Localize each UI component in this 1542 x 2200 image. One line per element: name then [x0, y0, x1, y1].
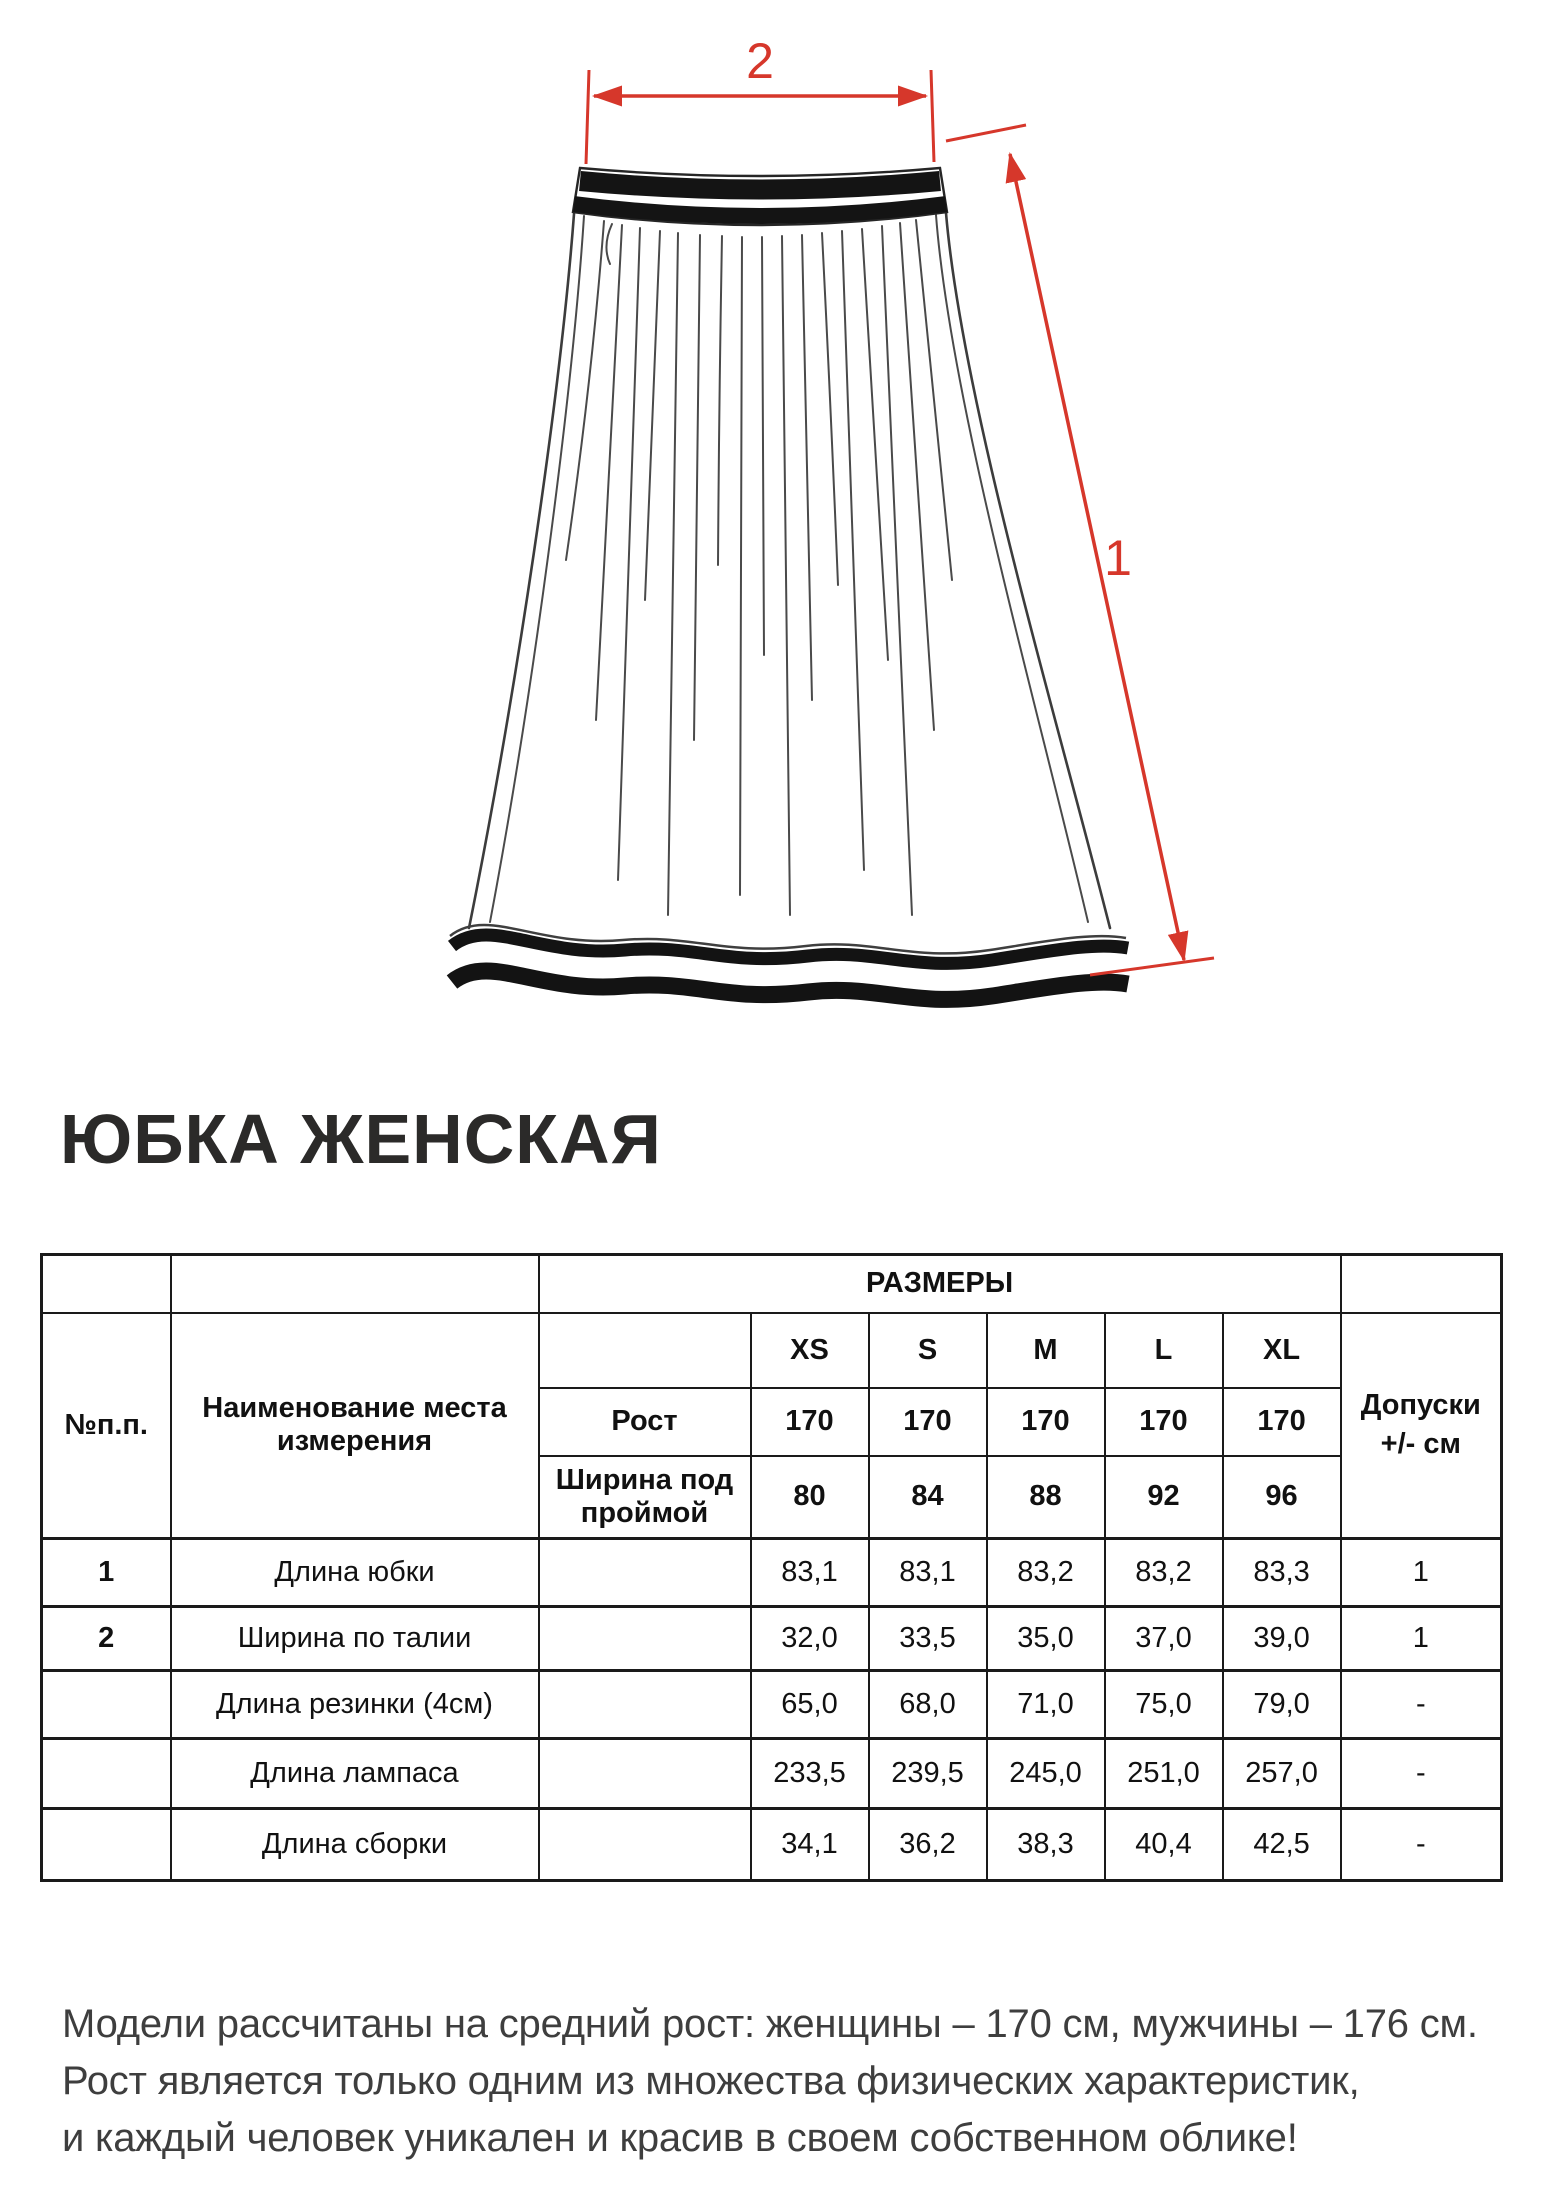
- row-value: 37,0: [1105, 1607, 1223, 1671]
- column-header-tolerance: Допуски +/- см: [1341, 1313, 1502, 1539]
- width-under-armhole-label: Ширина под проймой: [539, 1456, 751, 1539]
- row-value: 83,2: [1105, 1539, 1223, 1607]
- row-name: Ширина по талии: [171, 1607, 539, 1671]
- row-value: 83,1: [869, 1539, 987, 1607]
- row-tolerance: 1: [1341, 1539, 1502, 1607]
- empty-cell: [539, 1739, 751, 1809]
- row-value: 65,0: [751, 1671, 869, 1739]
- row-name: Длина резинки (4см): [171, 1671, 539, 1739]
- row-value: 83,2: [987, 1539, 1105, 1607]
- row-value: 79,0: [1223, 1671, 1341, 1739]
- empty-cell: [1341, 1255, 1502, 1313]
- width-value: 88: [987, 1456, 1105, 1539]
- width-value: 80: [751, 1456, 869, 1539]
- footer-line: и каждый человек уникален и красив в своем собственном облике!: [62, 2116, 1298, 2160]
- empty-cell: [539, 1539, 751, 1607]
- row-value: 233,5: [751, 1739, 869, 1809]
- dimension-arrow-length: [946, 125, 1214, 975]
- rost-value: 170: [1223, 1388, 1341, 1456]
- row-num: 2: [42, 1607, 171, 1671]
- table-row: [42, 1607, 1502, 1671]
- row-value: 71,0: [987, 1671, 1105, 1739]
- sizes-title: РАЗМЕРЫ: [539, 1255, 1341, 1313]
- waistband: [573, 168, 947, 225]
- row-value: 251,0: [1105, 1739, 1223, 1809]
- rost-value: 170: [751, 1388, 869, 1456]
- row-num: [42, 1739, 171, 1809]
- size-label-m: M: [987, 1313, 1105, 1388]
- row-value: 83,1: [751, 1539, 869, 1607]
- width-value: 84: [869, 1456, 987, 1539]
- row-name: Длина юбки: [171, 1539, 539, 1607]
- rost-value: 170: [1105, 1388, 1223, 1456]
- column-header-num: №п.п.: [42, 1313, 171, 1539]
- empty-cell: [539, 1809, 751, 1881]
- skirt-body: [469, 213, 1110, 928]
- width-value: 92: [1105, 1456, 1223, 1539]
- table-row: [42, 1671, 1502, 1739]
- row-value: 36,2: [869, 1809, 987, 1881]
- row-value: 245,0: [987, 1739, 1105, 1809]
- dimension-label-waist: 2: [746, 33, 774, 89]
- size-label-l: L: [1105, 1313, 1223, 1388]
- row-name: Длина сборки: [171, 1809, 539, 1881]
- row-value: 239,5: [869, 1739, 987, 1809]
- row-value: 75,0: [1105, 1671, 1223, 1739]
- empty-cell: [539, 1607, 751, 1671]
- empty-cell: [539, 1671, 751, 1739]
- row-tolerance: -: [1341, 1671, 1502, 1739]
- empty-cell: [171, 1255, 539, 1313]
- footer-note: [62, 1996, 1478, 2167]
- table-row: [42, 1809, 1502, 1881]
- row-value: 38,3: [987, 1809, 1105, 1881]
- hem-stripes: [450, 925, 1128, 999]
- width-value: 96: [1223, 1456, 1341, 1539]
- footer-line: Модели рассчитаны на средний рост: женщины – 170 см, мужчины – 176 см.: [62, 2002, 1478, 2046]
- size-table: [40, 1253, 1503, 1882]
- footer-line: Рост является только одним из множества физических характеристик,: [62, 2059, 1360, 2103]
- row-tolerance: -: [1341, 1739, 1502, 1809]
- table-row: [42, 1739, 1502, 1809]
- row-tolerance: 1: [1341, 1607, 1502, 1671]
- row-value: 34,1: [751, 1809, 869, 1881]
- row-value: 257,0: [1223, 1739, 1341, 1809]
- page-title: ЮБКА ЖЕНСКАЯ: [60, 1100, 662, 1178]
- row-value: 83,3: [1223, 1539, 1341, 1607]
- row-num: 1: [42, 1539, 171, 1607]
- size-label-xs: XS: [751, 1313, 869, 1388]
- column-header-name: Наименование места измерения: [171, 1313, 539, 1539]
- row-value: 32,0: [751, 1607, 869, 1671]
- row-value: 33,5: [869, 1607, 987, 1671]
- rost-value: 170: [869, 1388, 987, 1456]
- skirt-sketch: [0, 0, 1542, 1080]
- size-label-s: S: [869, 1313, 987, 1388]
- row-value: 42,5: [1223, 1809, 1341, 1881]
- row-num: [42, 1671, 171, 1739]
- empty-cell: [42, 1255, 171, 1313]
- dimension-label-length: 1: [1104, 530, 1132, 586]
- empty-cell: [539, 1313, 751, 1388]
- row-tolerance: -: [1341, 1809, 1502, 1881]
- row-value: 40,4: [1105, 1809, 1223, 1881]
- row-value: 39,0: [1223, 1607, 1341, 1671]
- row-value: 68,0: [869, 1671, 987, 1739]
- row-value: 35,0: [987, 1607, 1105, 1671]
- rost-label: Рост: [539, 1388, 751, 1456]
- rost-value: 170: [987, 1388, 1105, 1456]
- table-row: [42, 1539, 1502, 1607]
- row-name: Длина лампаса: [171, 1739, 539, 1809]
- row-num: [42, 1809, 171, 1881]
- size-label-xl: XL: [1223, 1313, 1341, 1388]
